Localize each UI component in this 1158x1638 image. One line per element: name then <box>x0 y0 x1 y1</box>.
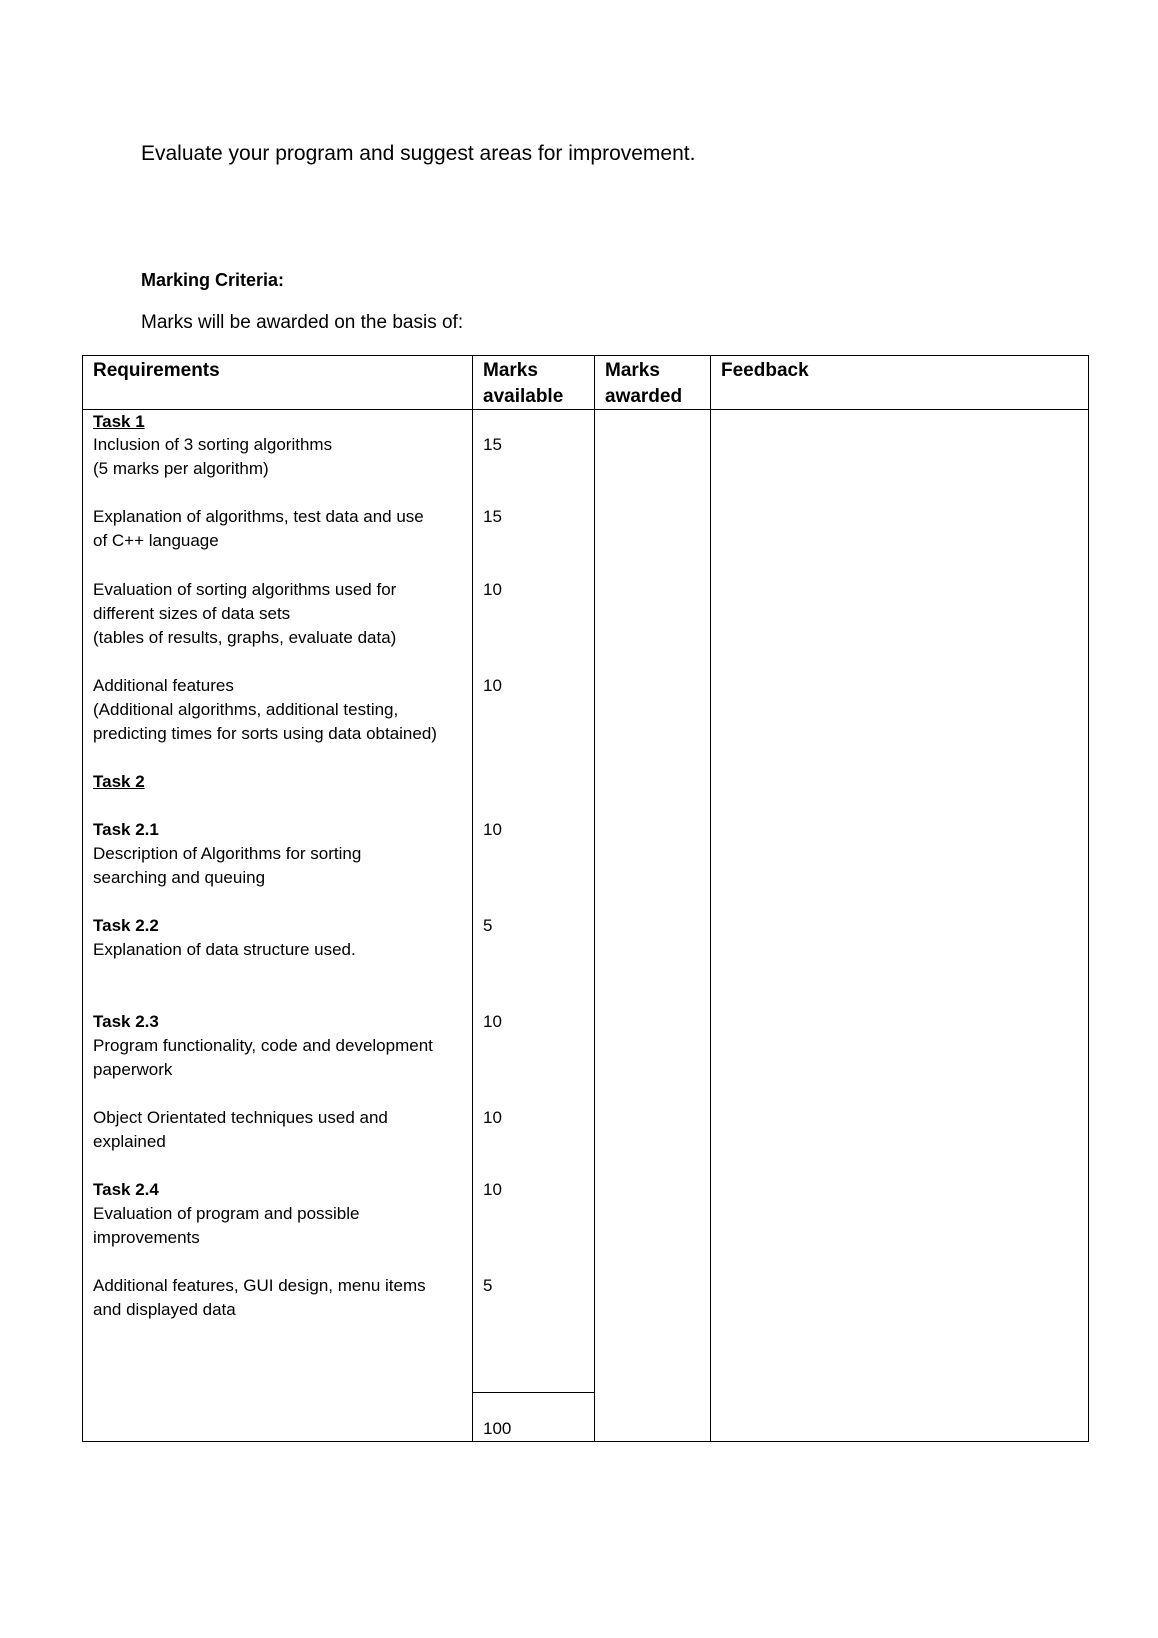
requirement-task-2-1: Task 2.1 Description of Algorithms for sorting searching and queuing <box>93 820 362 887</box>
marks-sorting-algorithms: 15 <box>483 435 502 454</box>
requirement-task-2-2: Task 2.2 Explanation of data structure used. <box>93 916 356 959</box>
header-divider <box>83 409 1088 410</box>
column-divider <box>594 356 595 1441</box>
requirement-task-2-4: Task 2.4 Evaluation of program and possible improvements <box>93 1180 360 1247</box>
header-feedback: Feedback <box>721 360 809 381</box>
marks-explanation: 15 <box>483 507 502 526</box>
marking-table <box>82 355 1089 1442</box>
marks-additional-features-task1: 10 <box>483 676 502 695</box>
marks-task-2-3: 10 <box>483 1012 502 1031</box>
header-requirements: Requirements <box>93 360 220 381</box>
marks-task-2-2: 5 <box>483 916 493 935</box>
marking-criteria-heading: Marking Criteria: <box>141 270 285 290</box>
task1-title: Task 1 <box>93 412 145 431</box>
intro-text: Evaluate your program and suggest areas for improvement. <box>141 142 696 165</box>
marks-task-2-1: 10 <box>483 820 502 839</box>
marks-total: 100 <box>483 1419 512 1438</box>
header-marks-awarded: Marks awarded <box>605 360 683 407</box>
marks-additional-features-gui: 5 <box>483 1276 493 1295</box>
requirement-additional-features-task1: Additional features (Additional algorithms, additional testing, predicting times for sorts using data obtained) <box>93 676 437 743</box>
requirement-evaluation-sorting: Evaluation of sorting algorithms used for different sizes of data sets (tables of results, graphs, evaluate data) <box>93 580 397 647</box>
column-divider <box>472 356 473 1441</box>
column-divider <box>710 356 711 1441</box>
requirement-sorting-algorithms: Inclusion of 3 sorting algorithms (5 marks per algorithm) <box>93 435 333 478</box>
header-marks-available: Marks available <box>483 360 564 407</box>
requirement-object-orientated: Object Orientated techniques used and explained <box>93 1108 388 1151</box>
task2-title: Task 2 <box>93 772 145 791</box>
total-divider <box>472 1392 595 1393</box>
requirement-additional-features-gui: Additional features, GUI design, menu items and displayed data <box>93 1276 426 1319</box>
marks-task-2-4: 10 <box>483 1180 502 1199</box>
marking-basis-text: Marks will be awarded on the basis of: <box>141 312 464 333</box>
requirement-explanation: Explanation of algorithms, test data and use of C++ language <box>93 507 424 550</box>
requirement-task-2-3: Task 2.3 Program functionality, code and development paperwork <box>93 1012 433 1079</box>
marks-evaluation-sorting: 10 <box>483 580 502 599</box>
marks-object-orientated: 10 <box>483 1108 502 1127</box>
